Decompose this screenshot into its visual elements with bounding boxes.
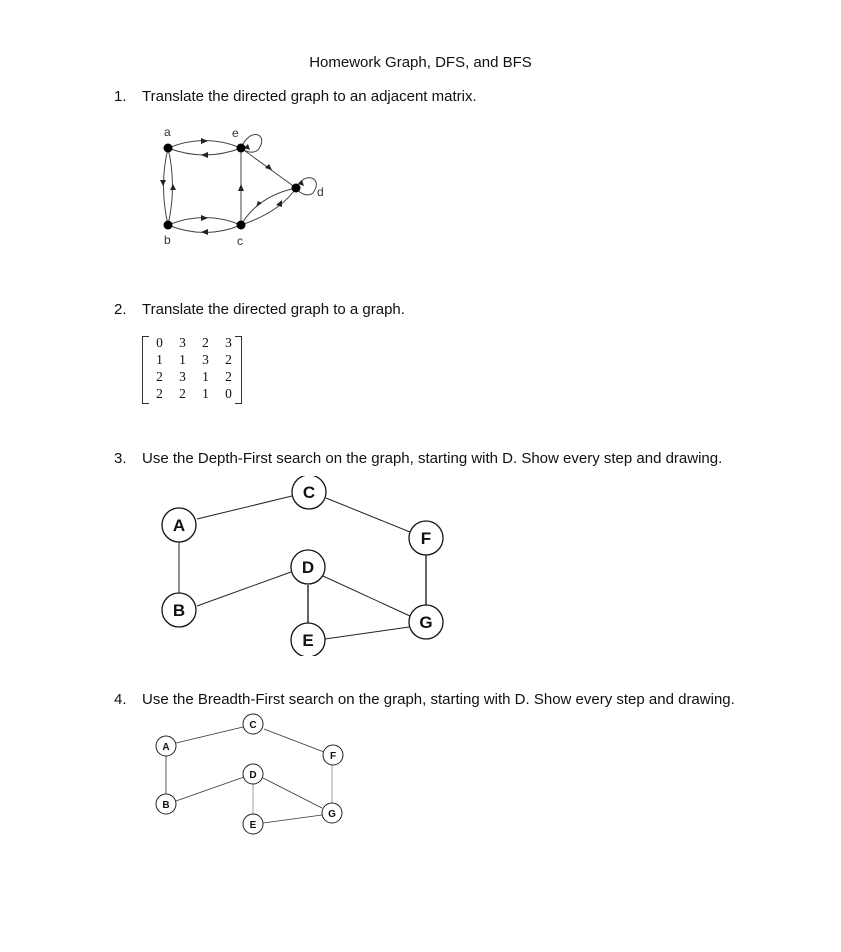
dfs-label-d: D	[301, 558, 315, 577]
directed-graph	[140, 118, 340, 253]
matrix-cell: 1	[179, 352, 186, 367]
vertex-label-a: a	[164, 125, 171, 139]
arrow-a-e	[201, 138, 208, 144]
question-1-text: Translate the directed graph to an adjacent matrix.	[142, 88, 477, 105]
question-3	[114, 450, 722, 467]
question-2	[114, 301, 405, 318]
matrix-cell: 3	[202, 352, 209, 367]
edge-a-b-left	[164, 148, 169, 225]
question-4-number: 4.	[114, 691, 127, 708]
vertex-c	[237, 221, 246, 230]
question-4-text: Use the Breadth-First search on the graph, starting with D. Show every step and drawing.	[142, 691, 735, 708]
dfs-label-g: G	[419, 613, 433, 632]
matrix-row	[148, 368, 240, 385]
dfs-edge-d-g	[323, 576, 410, 616]
arrow-d-c	[276, 200, 282, 207]
matrix-table	[148, 334, 240, 402]
adjacency-matrix	[142, 334, 242, 406]
dfs-label-c: C	[302, 483, 316, 502]
vertex-label-b: b	[164, 233, 171, 247]
bfs-edge-d-g	[263, 778, 322, 808]
dfs-edge-b-d	[197, 572, 291, 606]
edge-c-d-upper	[241, 188, 296, 225]
question-1-number: 1.	[114, 88, 127, 105]
bfs-label-e: E	[249, 820, 257, 831]
matrix-cell: 2	[156, 369, 163, 384]
bfs-edge-c-f	[264, 729, 324, 752]
question-2-text: Translate the directed graph to a graph.	[142, 301, 405, 318]
matrix-cell: 2	[156, 386, 163, 401]
arrow-c-d	[256, 201, 262, 207]
edge-c-d-lower	[241, 188, 296, 225]
dfs-label-b: B	[172, 601, 186, 620]
matrix-row	[148, 351, 240, 368]
bfs-edge-e-g	[263, 815, 322, 823]
matrix-cell: 3	[179, 369, 186, 384]
matrix-cell: 2	[225, 369, 232, 384]
dfs-label-e: E	[302, 631, 314, 650]
arrow-e-a	[201, 152, 208, 158]
matrix-cell: 1	[156, 352, 163, 367]
dfs-graph	[155, 476, 445, 656]
bfs-graph	[150, 712, 350, 837]
bfs-label-d: D	[249, 770, 257, 781]
matrix-cell: 0	[225, 386, 232, 401]
matrix-cell: 3	[225, 335, 232, 350]
matrix-cell: 2	[202, 335, 209, 350]
question-3-text: Use the Depth-First search on the graph, starting with D. Show every step and drawing.	[142, 450, 723, 467]
arrow-b-c	[201, 215, 208, 221]
arrow-c-e	[238, 184, 244, 191]
dfs-edge-c-f	[326, 498, 410, 532]
bfs-label-a: A	[162, 742, 170, 753]
dfs-edge-e-g	[325, 627, 409, 639]
bfs-label-g: G	[328, 809, 336, 820]
matrix-row	[148, 385, 240, 402]
question-4	[114, 691, 735, 708]
matrix-cell: 3	[179, 335, 186, 350]
dfs-label-f: F	[420, 529, 432, 548]
arrow-e-d	[265, 164, 272, 170]
question-2-number: 2.	[114, 301, 127, 318]
question-3-number: 3.	[114, 450, 127, 467]
vertex-d	[292, 184, 301, 193]
vertex-label-d: d	[317, 185, 324, 199]
matrix-cell: 0	[156, 335, 163, 350]
matrix-cell: 1	[202, 369, 209, 384]
question-1	[114, 88, 477, 105]
matrix-cell: 1	[202, 386, 209, 401]
matrix-cell: 2	[179, 386, 186, 401]
vertex-label-c: c	[237, 234, 243, 248]
vertex-label-e: e	[232, 126, 239, 140]
arrow-c-b	[201, 229, 208, 235]
vertex-b	[164, 221, 173, 230]
dfs-edge-a-c	[197, 496, 292, 519]
bfs-edge-b-d	[176, 777, 244, 801]
matrix-cell: 2	[225, 352, 232, 367]
matrix-row	[148, 334, 240, 351]
bfs-label-b: B	[162, 800, 170, 811]
vertex-e	[237, 144, 246, 153]
arrow-b-a	[170, 184, 176, 190]
bfs-label-f: F	[329, 751, 337, 762]
dfs-label-a: A	[172, 516, 186, 535]
vertex-a	[164, 144, 173, 153]
bfs-edge-a-c	[176, 727, 243, 743]
bfs-label-c: C	[249, 720, 257, 731]
arrow-a-b	[160, 180, 166, 186]
page-title: Homework Graph, DFS, and BFS	[309, 54, 532, 71]
